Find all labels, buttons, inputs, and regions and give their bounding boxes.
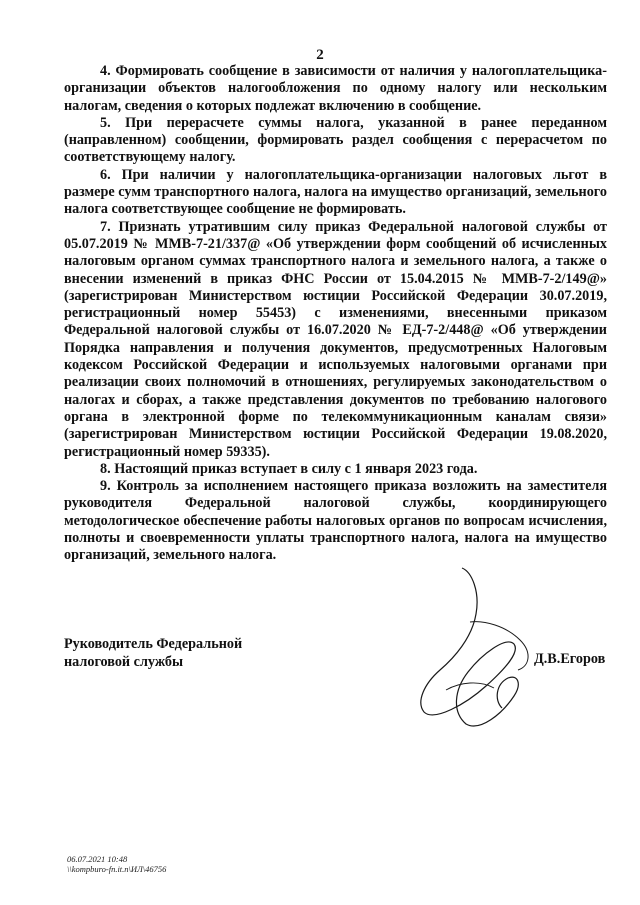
footer-path: \\kompburo-fn.it.n\ИЛ\46756 [67,864,167,874]
paragraph-7: 7. Признать утратившим силу приказ Федеральной налоговой службы от 05.07.2019 № ММВ-7-21/337@ «Об утверждении форм сообщений об исчисленных налоговым органом суммах транспортного налога и земельного налога, а также о внесении изменений в приказ ФНС России от 15.04.2015 № ММВ-7-2/149@» (зарегистрирован Министерством юстиции Российской Федерации 30.07.2019, регистрационный номер 55453) с изменениями, внесенными приказом Федеральной налоговой службы от 16.07.2020 № ЕД-7-2/448@ «Об утверждении Порядка направления и получения документов, предусмотренных Налоговым кодексом Российской Федерации и используемых налоговыми органами при реализации своих полномочий в отношениях, регулируемых законодательством о налогах и сборах, а также представления документов по требованию налогового органа в электронной форме по телекоммуникационным каналам связи» (зарегистрирован Министерством юстиции Российской Федерации 19.08.2020, регистрационный номер 59335). [64,218,607,460]
paragraph-8: 8. Настоящий приказ вступает в силу с 1 января 2023 года. [100,460,478,477]
signatory-position-line2: налоговой службы [64,654,184,670]
footer-date: 06.07.2021 10:48 [67,854,128,864]
footer-stamp [67,854,166,874]
signatory-position-line1: Руководитель Федеральной [64,636,243,652]
paragraph-9: 9. Контроль за исполнением настоящего приказа возложить на заместителя руководителя Федеральной налоговой службы, координирующего методологическое обеспечение работы налоговых органов по вопросам исчисления, полноты и своевременности уплаты транспортного налога, налога на имущество организаций, земельного налога. [64,478,607,564]
paragraph-4: 4. Формировать сообщение в зависимости от наличия у налогоплательщика-организации объектов налогообложения по одному налогу или нескольким налогам, сведения о которых подлежат включению в сообщение. [64,63,607,114]
handwritten-signature [410,562,540,732]
page-number: 2 [316,47,324,63]
paragraph-6: 6. При наличии у налогоплательщика-организации налоговых льгот в размере сумм транспортного налога, налога на имущество организаций, земельного налога соответствующее сообщение не формировать. [64,166,607,218]
signatory-name: Д.В.Егоров [534,651,606,667]
paragraph-5: 5. При перерасчете суммы налога, указанной в ранее переданном (направленном) сообщении, формировать раздел сообщения с перерасчетом по соответствующему налогу. [64,114,607,166]
order-body [64,63,607,565]
signatory-position [64,635,242,671]
